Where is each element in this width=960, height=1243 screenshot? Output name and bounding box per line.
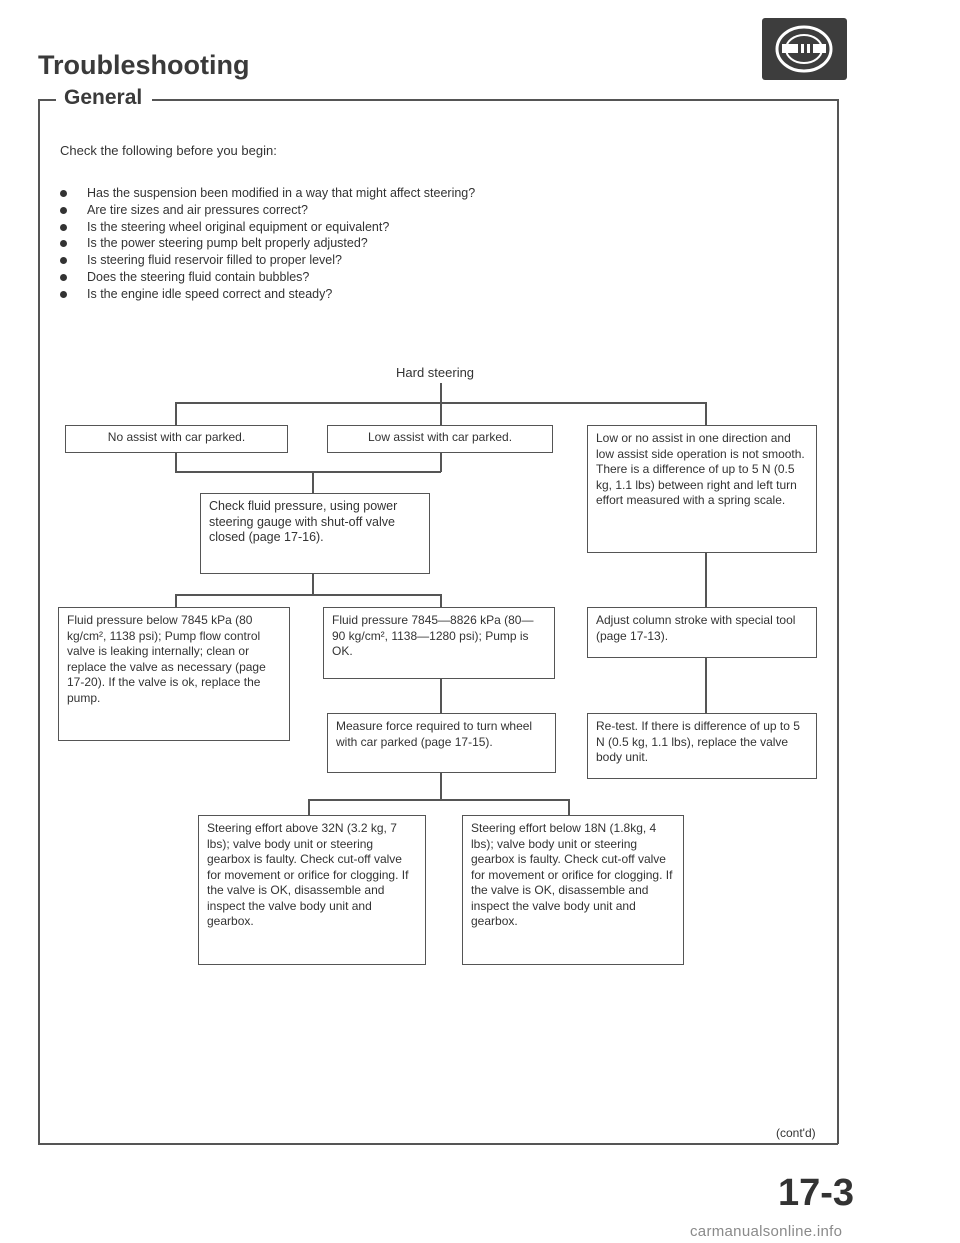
bullet-icon [60, 291, 67, 298]
connector [705, 402, 707, 426]
connector [312, 471, 314, 494]
flow-root-hard-steering: Hard steering [396, 365, 475, 380]
bullet-icon [60, 190, 67, 197]
flow-box-pressure-ok: Fluid pressure 7845—8826 kPa (80—90 kg/cm², 1138—1280 psi); Pump is OK. [323, 607, 555, 679]
connector [440, 452, 442, 472]
flow-box-no-assist: No assist with car parked. [65, 425, 288, 453]
bullet-icon [60, 207, 67, 214]
frame-right [837, 99, 839, 1144]
frame-left [38, 99, 40, 1144]
connector [308, 799, 310, 816]
flow-box-low-assist: Low assist with car parked. [327, 425, 553, 453]
watermark: carmanualsonline.info [690, 1223, 843, 1240]
connector [568, 799, 570, 816]
bullet-icon [60, 274, 67, 281]
list-item: Is steering fluid reservoir filled to proper level? [60, 252, 475, 269]
flow-box-effort-below: Steering effort below 18N (1.8kg, 4 lbs); valve body unit or steering gearbox is faulty. Check cut-off valve for movement or orifice for clogging. If the valve is OK, disassemble and inspect the valve body unit and gearbox. [462, 815, 684, 965]
connector [440, 594, 442, 608]
checklist [60, 185, 475, 303]
bullet-icon [60, 224, 67, 231]
flow-box-adjust-column: Adjust column stroke with special tool (page 17-13). [587, 607, 817, 658]
connector [175, 594, 177, 608]
connector [705, 552, 707, 608]
connector [440, 678, 442, 714]
flow-box-one-direction: Low or no assist in one direction and low assist side operation is not smooth. There is a difference of up to 5 N (0.5 kg, 1.1 lbs) between right and left turn effort measured with a spring scale. [587, 425, 817, 553]
flow-box-pressure-below: Fluid pressure below 7845 kPa (80 kg/cm², 1138 psi); Pump flow control valve is leaking internally; clean or replace the valve as necessary (page 17-20). If the valve is ok, replace the pump. [58, 607, 290, 741]
list-item: Is the power steering pump belt properly adjusted? [60, 235, 475, 252]
list-item: Does the steering fluid contain bubbles? [60, 269, 475, 286]
connector [705, 657, 707, 714]
connector [440, 383, 442, 403]
connector [308, 799, 569, 801]
flow-box-measure-force: Measure force required to turn wheel with car parked (page 17-15). [327, 713, 556, 773]
frame-top-right [152, 99, 838, 101]
connector [175, 594, 441, 596]
flow-box-check-pressure: Check fluid pressure, using power steering gauge with shut-off valve closed (page 17-16). [200, 493, 430, 574]
frame-bottom [38, 1143, 838, 1145]
frame-top-left [38, 99, 56, 101]
page-title: Troubleshooting [38, 50, 250, 80]
list-item: Has the suspension been modified in a way that might affect steering? [60, 185, 475, 202]
continued-note: (cont'd) [776, 1126, 816, 1140]
section-heading: General [64, 86, 143, 109]
connector [312, 573, 314, 595]
bullet-icon [60, 257, 67, 264]
flow-box-effort-above: Steering effort above 32N (3.2 kg, 7 lbs); valve body unit or steering gearbox is faulty. Check cut-off valve for movement or orifice for clogging. If the valve is OK, disassemble and inspect the valve body unit and gearbox. [198, 815, 426, 965]
list-item: Are tire sizes and air pressures correct? [60, 202, 475, 219]
list-item: Is the steering wheel original equipment or equivalent? [60, 219, 475, 236]
steering-wheel-graphic [762, 18, 847, 80]
intro-text: Check the following before you begin: [60, 143, 277, 158]
connector [440, 772, 442, 800]
page-number: 17-3 [778, 1172, 855, 1214]
flow-box-retest: Re-test. If there is difference of up to 5 N (0.5 kg, 1.1 lbs), replace the valve body unit. [587, 713, 817, 779]
connector [440, 402, 442, 426]
list-item: Is the engine idle speed correct and steady? [60, 286, 475, 303]
connector [175, 452, 177, 472]
connector [175, 402, 177, 426]
bullet-icon [60, 240, 67, 247]
connector [175, 471, 441, 473]
steering-wheel-icon [762, 18, 847, 80]
